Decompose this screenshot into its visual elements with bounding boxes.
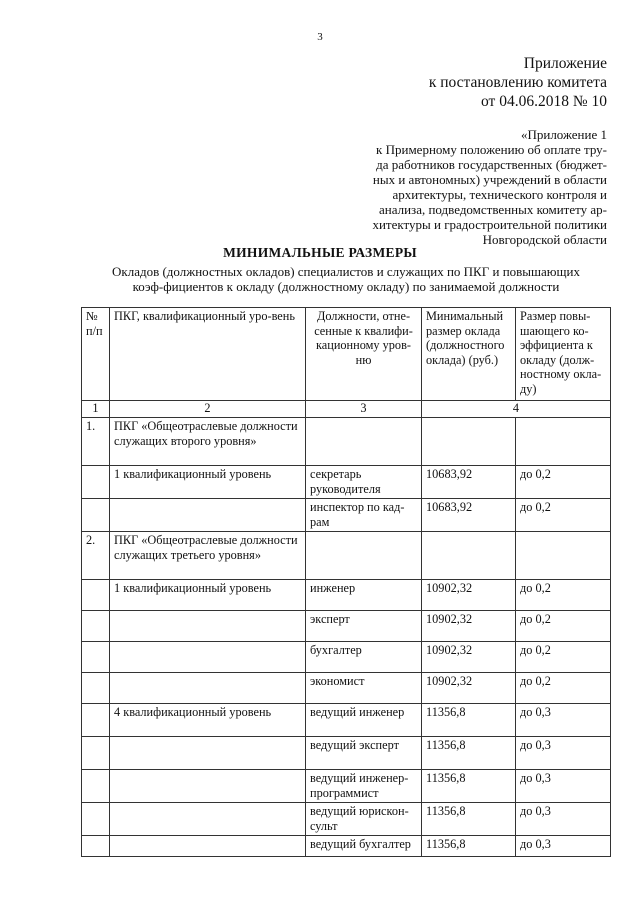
row-group xyxy=(110,673,306,704)
row-position: ведущий бухгалтер xyxy=(306,836,422,857)
column-number-row xyxy=(82,401,611,418)
header-position: Должности, отне-сенные к квалифи-кационному уров-ню xyxy=(306,308,422,401)
table-row xyxy=(82,611,611,642)
row-group xyxy=(110,803,306,836)
table-row xyxy=(82,673,611,704)
header-coefficient: Размер повы-шающего ко-эффициента к окладу (долж-ностному окла-ду) xyxy=(516,308,611,401)
row-number xyxy=(82,836,110,857)
table-row xyxy=(82,704,611,737)
row-coefficient: до 0,3 xyxy=(516,737,611,770)
row-coefficient: до 0,2 xyxy=(516,499,611,532)
table-row xyxy=(82,580,611,611)
row-salary: 10902,32 xyxy=(422,642,516,673)
appendix-title: Приложение xyxy=(523,55,607,72)
table-header-row xyxy=(82,308,611,401)
page-number: 3 xyxy=(317,31,323,43)
row-group: 1 квалификационный уровень xyxy=(110,580,306,611)
row-salary: 10902,32 xyxy=(422,580,516,611)
row-group: 4 квалификационный уровень xyxy=(110,704,306,737)
row-group: ПКГ «Общеотраслевые должности служащих третьего уровня» xyxy=(110,532,306,580)
row-salary xyxy=(422,532,516,580)
row-salary: 10683,92 xyxy=(422,499,516,532)
row-salary: 11356,8 xyxy=(422,770,516,803)
header-group: ПКГ, квалификационный уро-вень xyxy=(110,308,306,401)
column-number: 4 xyxy=(422,401,611,418)
header-salary: Минимальный размер оклада (должностного оклада) (руб.) xyxy=(422,308,516,401)
row-group xyxy=(110,499,306,532)
row-salary: 11356,8 xyxy=(422,704,516,737)
row-number xyxy=(82,803,110,836)
row-salary: 11356,8 xyxy=(422,737,516,770)
column-number: 1 xyxy=(82,401,110,418)
table-row xyxy=(82,466,611,499)
row-coefficient: до 0,3 xyxy=(516,704,611,737)
table-row xyxy=(82,803,611,836)
row-position: эксперт xyxy=(306,611,422,642)
appendix-resolution: к постановлению комитета xyxy=(428,74,607,91)
row-number xyxy=(82,770,110,803)
row-position xyxy=(306,418,422,466)
row-position xyxy=(306,532,422,580)
row-coefficient: до 0,2 xyxy=(516,611,611,642)
document-title: МИНИМАЛЬНЫЕ РАЗМЕРЫ xyxy=(223,245,417,260)
salary-table xyxy=(81,307,611,857)
row-coefficient: до 0,3 xyxy=(516,803,611,836)
row-coefficient: до 0,2 xyxy=(516,580,611,611)
row-position: ведущий юрискон-сульт xyxy=(306,803,422,836)
row-number xyxy=(82,580,110,611)
row-group: ПКГ «Общеотраслевые должности служащих второго уровня» xyxy=(110,418,306,466)
row-coefficient: до 0,3 xyxy=(516,836,611,857)
header-number: № п/п xyxy=(82,308,110,401)
table-row xyxy=(82,737,611,770)
row-number xyxy=(82,704,110,737)
appendix-block xyxy=(429,54,607,111)
table-row xyxy=(82,532,611,580)
row-number: 2. xyxy=(82,532,110,580)
row-group xyxy=(110,836,306,857)
row-coefficient xyxy=(516,532,611,580)
column-number: 3 xyxy=(306,401,422,418)
row-salary xyxy=(422,418,516,466)
row-number xyxy=(82,642,110,673)
row-group: 1 квалификационный уровень xyxy=(110,466,306,499)
row-number xyxy=(82,673,110,704)
table-row xyxy=(82,836,611,857)
row-number xyxy=(82,499,110,532)
row-coefficient xyxy=(516,418,611,466)
table-row xyxy=(82,642,611,673)
row-salary: 11356,8 xyxy=(422,836,516,857)
document-subtitle: Окладов (должностных окладов) специалистов и служащих по ПКГ и повышающих коэф-фициентов к окладу (должностному окладу) по занимаемой должности xyxy=(112,264,580,294)
row-group xyxy=(110,611,306,642)
row-salary: 10683,92 xyxy=(422,466,516,499)
table-row xyxy=(82,770,611,803)
row-coefficient: до 0,2 xyxy=(516,466,611,499)
row-position: секретарь руководителя xyxy=(306,466,422,499)
column-number: 2 xyxy=(110,401,306,418)
row-number xyxy=(82,737,110,770)
row-position: ведущий инженер-программист xyxy=(306,770,422,803)
reference-block: «Приложение 1 к Примерному положению об оплате тру- да работников государственных (бюджет- ных и автономных) учреждений в области архитектуры, технического контроля и анализа, подведомственных комитету ар- хитектуры и градостроительной политики Новгородской области xyxy=(372,127,607,247)
row-number xyxy=(82,466,110,499)
row-number: 1. xyxy=(82,418,110,466)
row-position: экономист xyxy=(306,673,422,704)
table-row xyxy=(82,418,611,466)
row-salary: 10902,32 xyxy=(422,611,516,642)
row-position: инспектор по кад-рам xyxy=(306,499,422,532)
row-position: бухгалтер xyxy=(306,642,422,673)
appendix-date: от 04.06.2018 № 10 xyxy=(481,93,607,110)
row-number xyxy=(82,611,110,642)
row-group xyxy=(110,770,306,803)
row-position: ведущий инженер xyxy=(306,704,422,737)
row-group xyxy=(110,737,306,770)
row-group xyxy=(110,642,306,673)
row-coefficient: до 0,2 xyxy=(516,642,611,673)
row-position: ведущий эксперт xyxy=(306,737,422,770)
row-coefficient: до 0,3 xyxy=(516,770,611,803)
table-row xyxy=(82,499,611,532)
row-coefficient: до 0,2 xyxy=(516,673,611,704)
row-salary: 10902,32 xyxy=(422,673,516,704)
row-position: инженер xyxy=(306,580,422,611)
row-salary: 11356,8 xyxy=(422,803,516,836)
